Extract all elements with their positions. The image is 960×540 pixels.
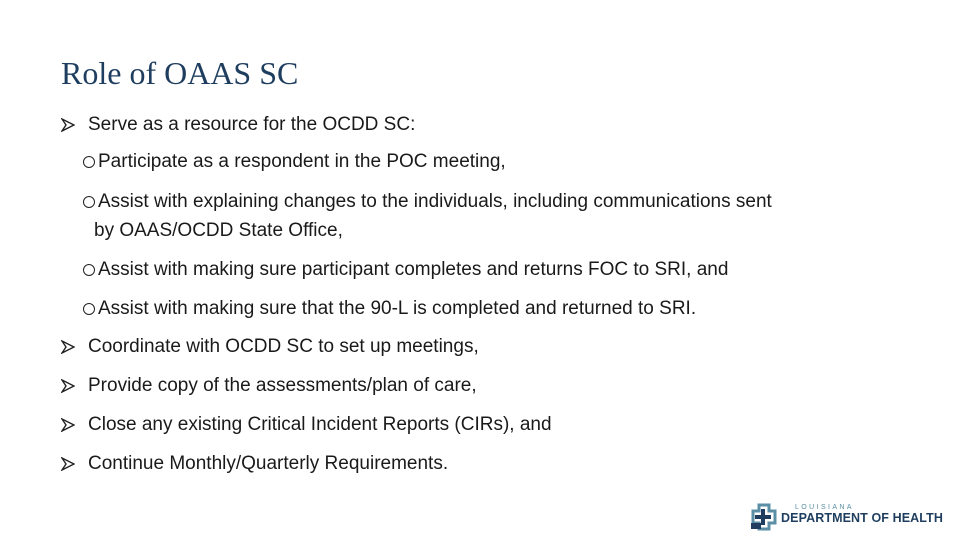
hollow-circle-bullet-icon [83, 264, 95, 276]
sub-bullet-text: Assist with making sure that the 90-L is completed and returned to SRI. [98, 298, 697, 319]
arrowhead-bullet-icon [61, 379, 75, 393]
bullet-item: Continue Monthly/Quarterly Requirements. [88, 453, 449, 474]
sub-bullet-continuation: by OAAS/OCDD State Office, [94, 220, 343, 241]
arrowhead-bullet-icon [61, 418, 75, 432]
slide-title: Role of OAAS SC [61, 55, 299, 91]
sub-bullet-text: Assist with explaining changes to the individuals, including communications sent [98, 191, 772, 212]
bullet-item: Coordinate with OCDD SC to set up meetings, [88, 336, 479, 357]
logo-department-text: DEPARTMENT OF HEALTH [781, 511, 943, 525]
hollow-circle-bullet-icon [83, 196, 95, 208]
sub-bullet-item [83, 295, 696, 323]
sub-bullet-text: Assist with making sure participant completes and returns FOC to SRI, and [98, 259, 729, 280]
logo-state-text: LOUISIANA [795, 504, 854, 511]
sub-bullet-item [83, 148, 506, 176]
bullet-item: Close any existing Critical Incident Reports (CIRs), and [88, 414, 552, 435]
sub-bullet-item [83, 188, 772, 216]
hollow-circle-bullet-icon [83, 156, 95, 168]
arrowhead-bullet-icon [61, 340, 75, 354]
sub-bullet-text: Participate as a respondent in the POC meeting, [98, 151, 506, 172]
sub-bullet-item [83, 256, 728, 284]
arrowhead-bullet-icon [61, 118, 75, 132]
bullet-item: Provide copy of the assessments/plan of care, [88, 375, 477, 396]
bullet-item: Serve as a resource for the OCDD SC: [88, 114, 416, 135]
hollow-circle-bullet-icon [83, 303, 95, 315]
arrowhead-bullet-icon [61, 457, 75, 471]
cross-logo-icon [749, 503, 779, 531]
